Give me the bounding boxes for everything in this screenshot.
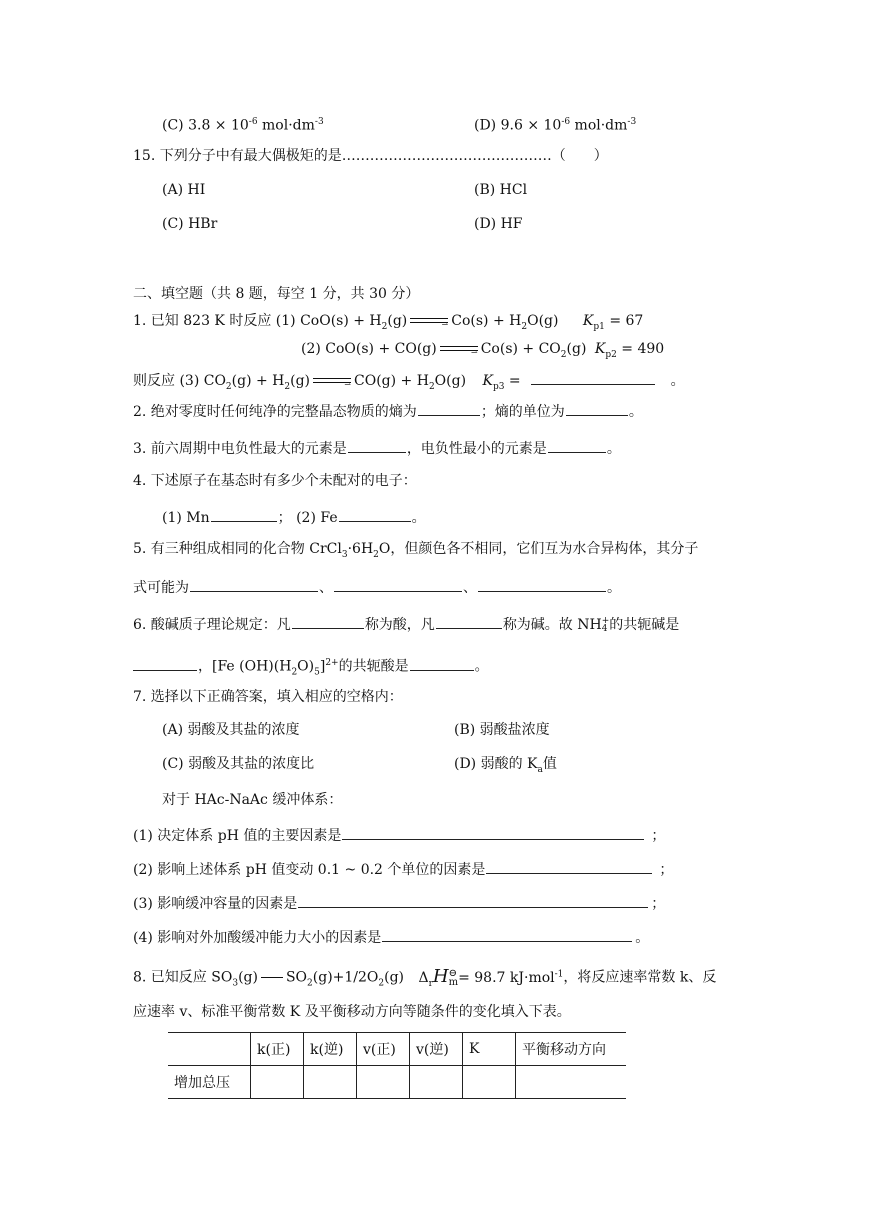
section-title: 二、填空题（共 8 题，每空 1 分，共 30 分） <box>133 286 420 302</box>
q7-context: 对于 HAc-NaAc 缓冲体系： <box>162 792 343 808</box>
table-cell[interactable] <box>251 1066 304 1099</box>
q4-blank-fe[interactable] <box>339 506 411 522</box>
q1-line3: 则反应 (3) $CO_2(g) + H_2(g)$ ⇀ $CO(g) + H_2O(g) K_{p3}$ = 。 <box>133 369 685 397</box>
table-cell[interactable] <box>410 1066 463 1099</box>
q8-line2: 应速率 v、标准平衡常数 K 及平衡移动方向等随条件的变化填入下表。 <box>133 1004 571 1020</box>
q5-blank-3[interactable] <box>478 576 606 592</box>
equilibrium-arrow-icon: ⇀ <box>440 345 478 353</box>
equilibrium-arrow-icon: ⇀ <box>410 317 448 325</box>
q8-line1: 8. 已知反应 $SO_3(g)$ $SO_2(g)+1/2O_2(g)$ $\Delta_rH$ ⊖ m = 98.7 kJ·mol$^{-1}$，将反应速率常数 k、反 <box>133 965 717 989</box>
table-header-cell: 平衡移动方向 <box>516 1033 627 1066</box>
q15-option-c: (C) HBr <box>162 216 218 232</box>
table-header-cell: k(逆) <box>304 1033 357 1066</box>
q6-blank-acid[interactable] <box>292 613 364 629</box>
table-row <box>168 1066 626 1099</box>
arrow-icon <box>261 974 283 982</box>
q7-blank-1[interactable] <box>342 824 644 840</box>
table-header-cell: v(正) <box>357 1033 410 1066</box>
q7-sub-4: (4) 影响对外加酸缓冲能力大小的因素是 。 <box>133 926 649 948</box>
q7-blank-3[interactable] <box>298 892 648 908</box>
q1-line2: (2) CoO(s) + CO(g) ⇀ $Co(s) + CO_2(g) K_{p2} = 490$ <box>301 341 665 360</box>
table-header-cell: v(逆) <box>410 1033 463 1066</box>
q4-answers: (1) Mn ； (2) Fe 。 <box>162 506 426 528</box>
q15-option-a: (A) HI <box>162 182 206 198</box>
table-cell[interactable] <box>516 1066 627 1099</box>
table-cell[interactable] <box>304 1066 357 1099</box>
q6-blank-conj-acid[interactable] <box>410 655 474 671</box>
table-row-label: 增加总压 <box>168 1066 251 1099</box>
q6-blank-base[interactable] <box>436 613 502 629</box>
q7-sub-3: (3) 影响缓冲容量的因素是 ； <box>133 892 665 914</box>
table-cell[interactable] <box>357 1066 410 1099</box>
q4-blank-mn[interactable] <box>211 506 277 522</box>
q2-blank-2[interactable] <box>566 400 628 416</box>
q15-option-b: (B) HCl <box>474 182 528 198</box>
q5-line1: 5. 有三种组成相同的化合物 $CrCl_3\cdot 6H_2O$，但颜色各不相同，它们互为水合异构体，其分子 <box>133 541 699 560</box>
q7-option-d: (D) 弱酸的 $K_a$值 <box>454 756 557 775</box>
table-cell[interactable] <box>463 1066 516 1099</box>
q6-line2: ，[Fe $(OH)(H_2O)_5]^{2+}$的共轭酸是 。 <box>133 653 489 682</box>
table-header-row <box>168 1033 626 1066</box>
q1-line1: 1. 已知 823 K 时反应 (1) $CoO(s) + H_2(g)$ ⇀ $Co(s) + H_2O(g) K_{p1} = 67$ <box>133 313 644 332</box>
q6-line1: 6. 酸碱质子理论规定：凡 称为酸，凡 称为碱。故 NH + 4 的共轭碱是 <box>133 613 679 635</box>
q5-line2: 式可能为 、 、 。 <box>133 576 621 598</box>
q5-blank-1[interactable] <box>190 576 318 592</box>
table-header-cell: K <box>463 1033 516 1066</box>
table-header-cell <box>168 1033 251 1066</box>
q14-option-c: (C) $3.8 \times 10^{-6}$ $mol\cdot dm^{-3}$ <box>162 117 324 134</box>
equilibrium-arrow-icon: ⇀ <box>313 377 351 385</box>
q5-blank-2[interactable] <box>334 576 462 592</box>
q15-stem: 15. 下列分子中有最大偶极矩的是………………………………………（ ） <box>133 148 608 164</box>
q3-blank-2[interactable] <box>548 437 606 453</box>
q7-sub-1: (1) 决定体系 pH 值的主要因素是 ； <box>133 824 665 846</box>
q4-stem: 4. 下述原子在基态时有多少个未配对的电子： <box>133 473 417 489</box>
q1-blank[interactable] <box>531 369 655 385</box>
q15-option-d: (D) HF <box>474 216 523 232</box>
q6-blank-conj-base[interactable] <box>133 655 197 671</box>
q14-option-d: (D) $9.6 \times 10^{-6}$ $mol\cdot dm^{-3}$ <box>474 117 637 134</box>
q7-sub-2: (2) 影响上述体系 pH 值变动 0.1 ~ 0.2 个单位的因素是 ； <box>133 858 673 880</box>
q3-blank-1[interactable] <box>348 437 406 453</box>
q7-blank-2[interactable] <box>486 858 652 874</box>
q3-line: 3. 前六周期中电负性最大的元素是 ，电负性最小的元素是 。 <box>133 437 621 459</box>
q7-option-b: (B) 弱酸盐浓度 <box>454 722 550 738</box>
q7-option-a: (A) 弱酸及其盐的浓度 <box>162 722 300 738</box>
q8-table <box>168 1032 626 1099</box>
q7-stem: 7. 选择以下正确答案，填入相应的空格内： <box>133 689 403 705</box>
q2-blank-1[interactable] <box>418 400 480 416</box>
q7-option-c: (C) 弱酸及其盐的浓度比 <box>162 756 315 772</box>
q2-line: 2. 绝对零度时任何纯净的完整晶态物质的熵为 ；熵的单位为 。 <box>133 400 643 422</box>
q7-blank-4[interactable] <box>382 926 632 942</box>
table-header-cell: k(正) <box>251 1033 304 1066</box>
